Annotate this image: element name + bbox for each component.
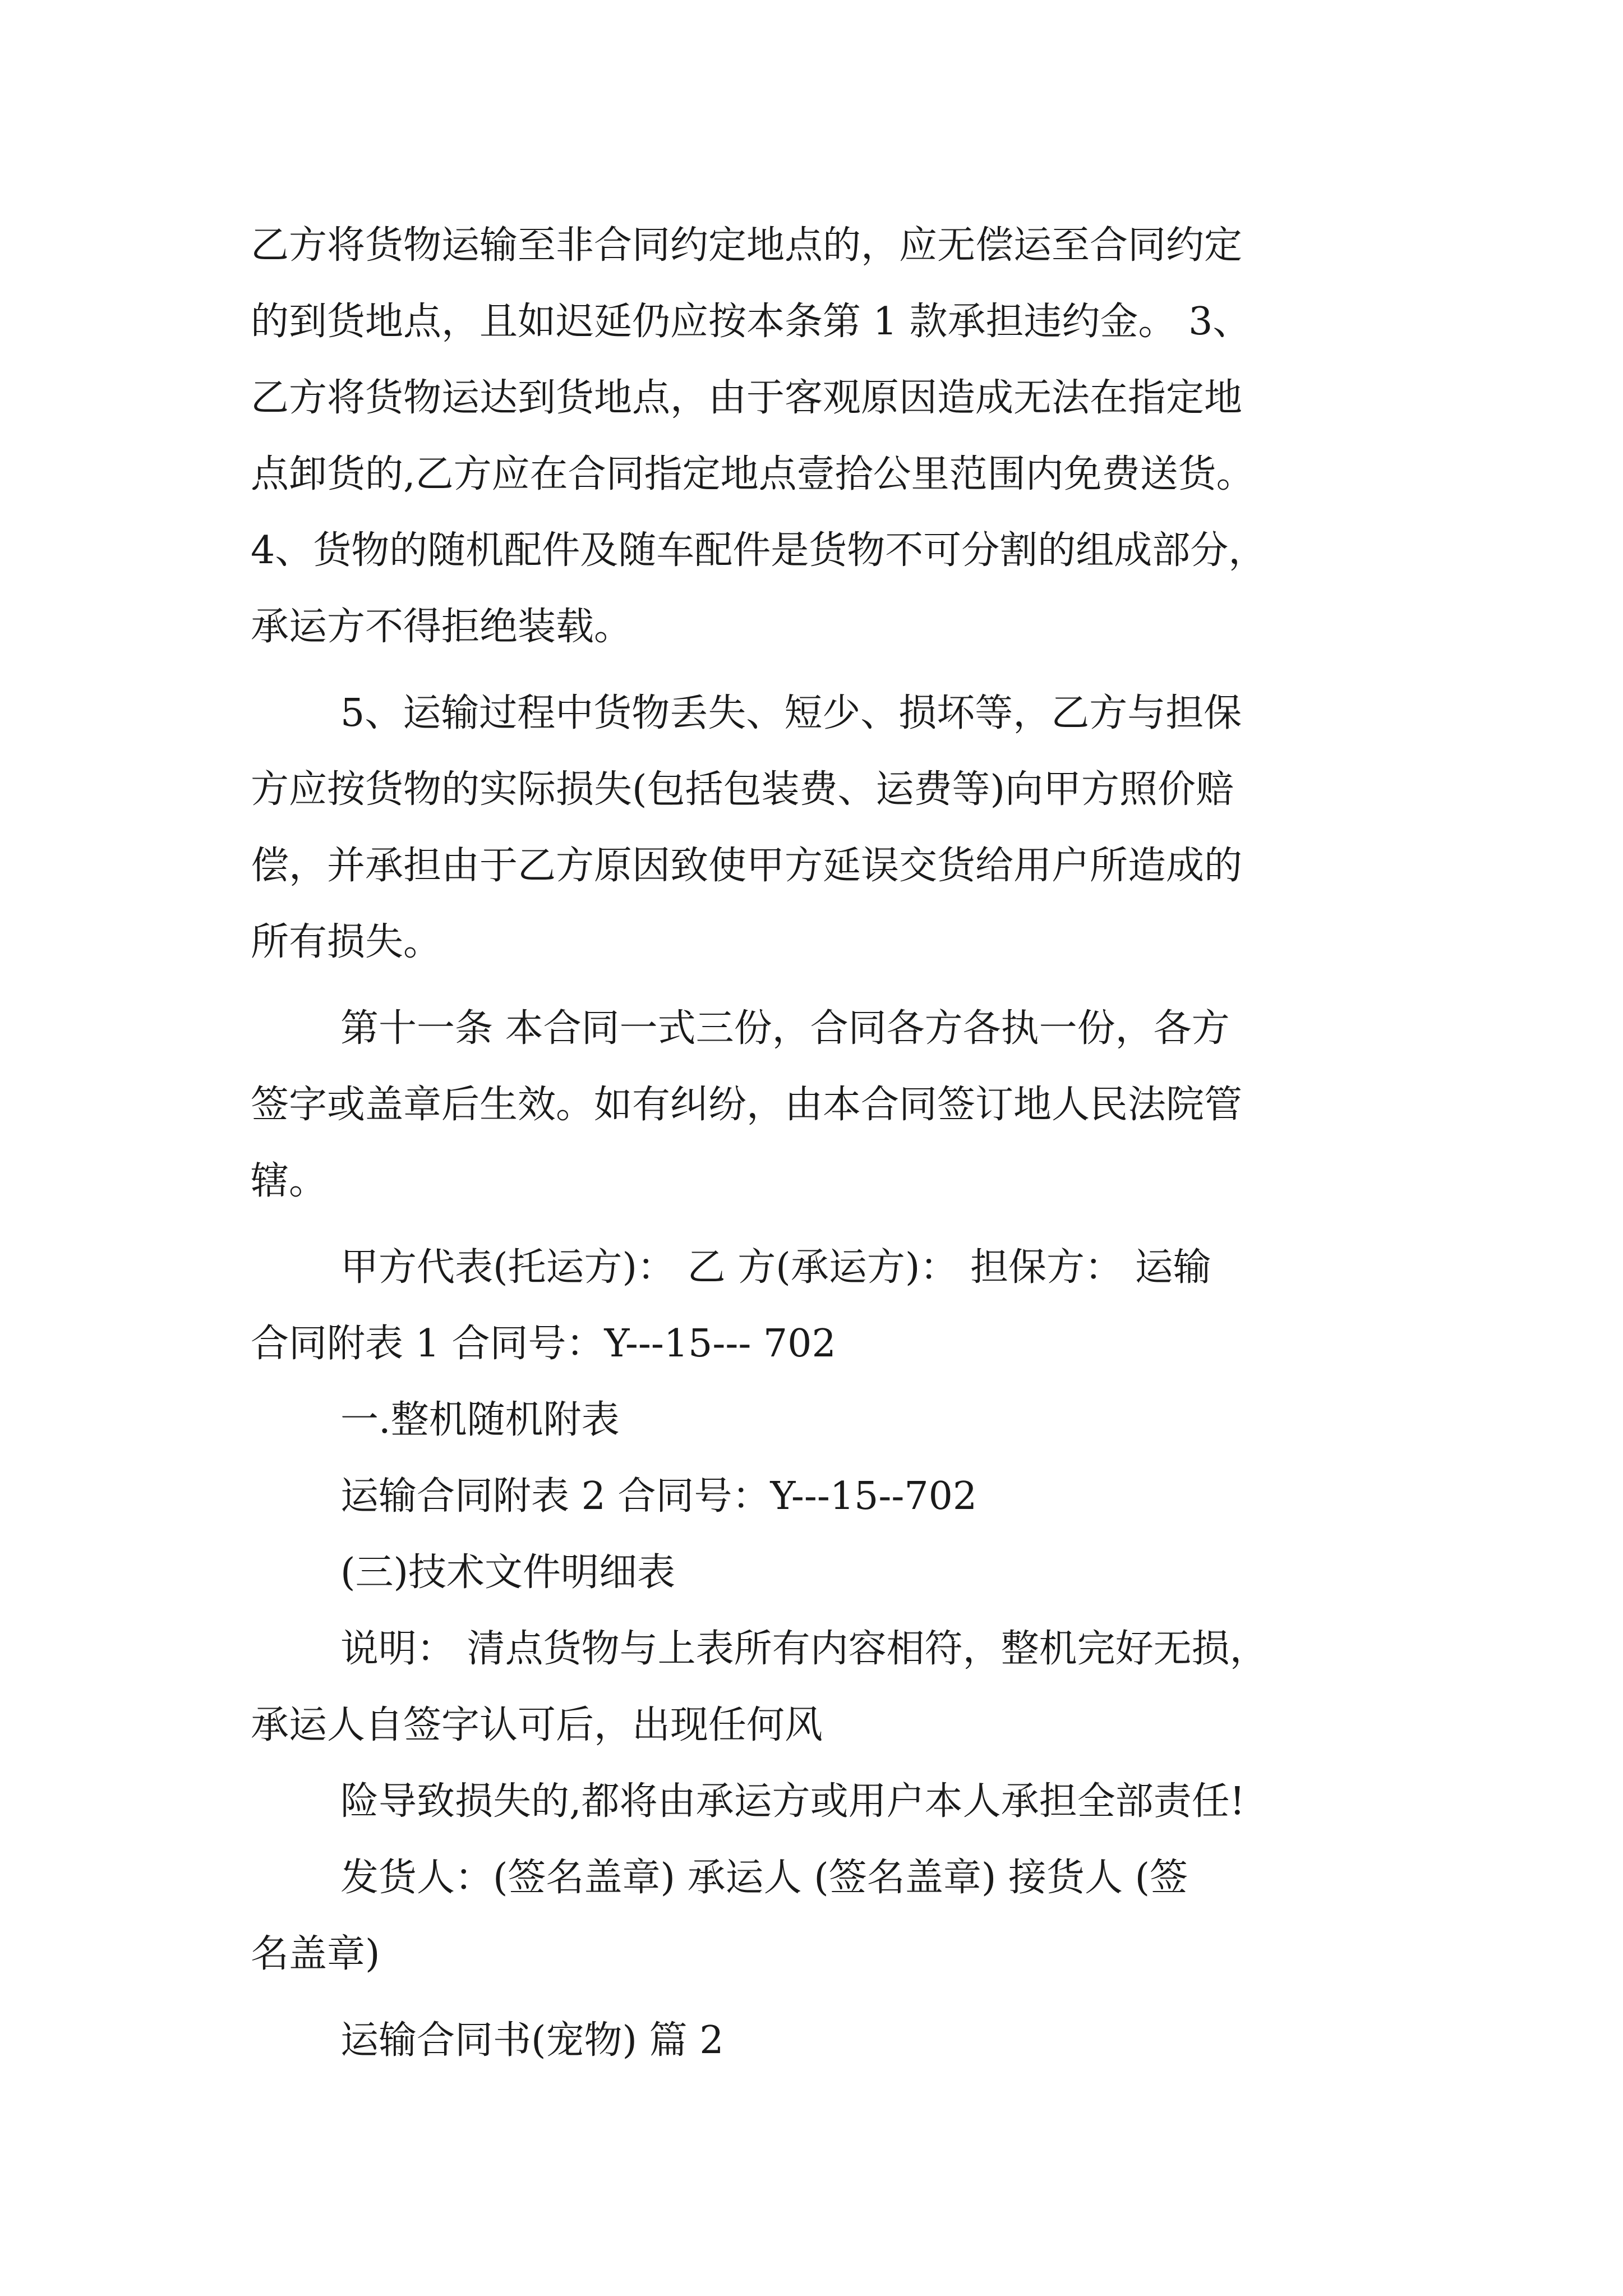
document-page [251,208,1384,2079]
line-text: 点卸货的,乙方应在合同指定地点壹拾公里范围内免费送货。 [251,452,1255,496]
paragraph-line [251,1382,1384,1458]
line-text: 第十一条 本合同一式三份，合同各方各执一份，各方 [340,1006,1230,1051]
section-heading [251,2003,1384,2079]
paragraph-line [251,675,1384,752]
paragraph-line [251,589,1384,665]
line-text: 的到货地点，且如迟延仍应按本条第 1 款承担违约金。 3、 [251,300,1251,344]
line-text: 一.整机随机附表 [340,1398,620,1442]
paragraph-line [251,1687,1384,1764]
paragraph-line [251,1611,1384,1687]
paragraph-line [251,904,1384,981]
line-text: 4、货物的随机配件及随车配件是货物不可分割的组成部分， [251,528,1267,573]
line-text: 偿，并承担由于乙方原因致使甲方延误交货给用户所造成的 [251,844,1243,888]
paragraph-line [251,1143,1384,1220]
paragraph-line [251,1458,1384,1535]
line-text: 名盖章) [251,1932,380,1976]
paragraph-line [251,284,1384,360]
line-text: 承运方不得拒绝装载。 [251,605,633,649]
paragraph-line [251,1535,1384,1611]
line-text: 承运人自签字认可后，出现任何风 [251,1703,823,1747]
line-text: 5、运输过程中货物丢失、短少、损坏等，乙方与担保 [340,691,1242,735]
line-text: 签字或盖章后生效。如有纠纷，由本合同签订地人民法院管 [251,1083,1243,1127]
line-text: (三)技术文件明细表 [340,1550,676,1595]
line-text: 运输合同书(宠物) 篇 2 [340,2018,724,2063]
paragraph-line [251,1306,1384,1382]
paragraph-line [251,1916,1384,1993]
paragraph-line [251,208,1384,284]
paragraph-line [251,360,1384,436]
paragraph-line [251,752,1384,828]
line-text: 发货人：(签名盖章) 承运人 (签名盖章) 接货人 (签 [340,1856,1188,1900]
line-text: 所有损失。 [251,920,442,964]
line-text: 辖。 [251,1159,328,1203]
line-text: 方应按货物的实际损失(包括包装费、运费等)向甲方照价赔 [251,767,1234,812]
paragraph-line [251,828,1384,904]
line-text: 合同附表 1 合同号：Y---15--- 702 [251,1322,836,1366]
paragraph-line [251,1230,1384,1306]
line-text: 险导致损失的,都将由承运方或用户本人承担全部责任! [340,1779,1245,1824]
line-text: 乙方将货物运达到货地点，由于客观原因造成无法在指定地 [251,376,1243,420]
line-text: 乙方将货物运输至非合同约定地点的，应无偿运至合同约定 [251,223,1243,268]
line-text: 说明： 清点货物与上表所有内容相符，整机完好无损， [340,1627,1268,1671]
paragraph-line [251,1840,1384,1916]
paragraph-line [251,991,1384,1067]
paragraph-line [251,436,1384,513]
paragraph-line [251,1764,1384,1840]
paragraph-line [251,1067,1384,1143]
paragraph-line [251,513,1384,589]
line-text: 运输合同附表 2 合同号：Y---15--702 [340,1474,978,1519]
line-text: 甲方代表(托运方)： 乙 方(承运方)： 担保方： 运输 [340,1245,1211,1290]
